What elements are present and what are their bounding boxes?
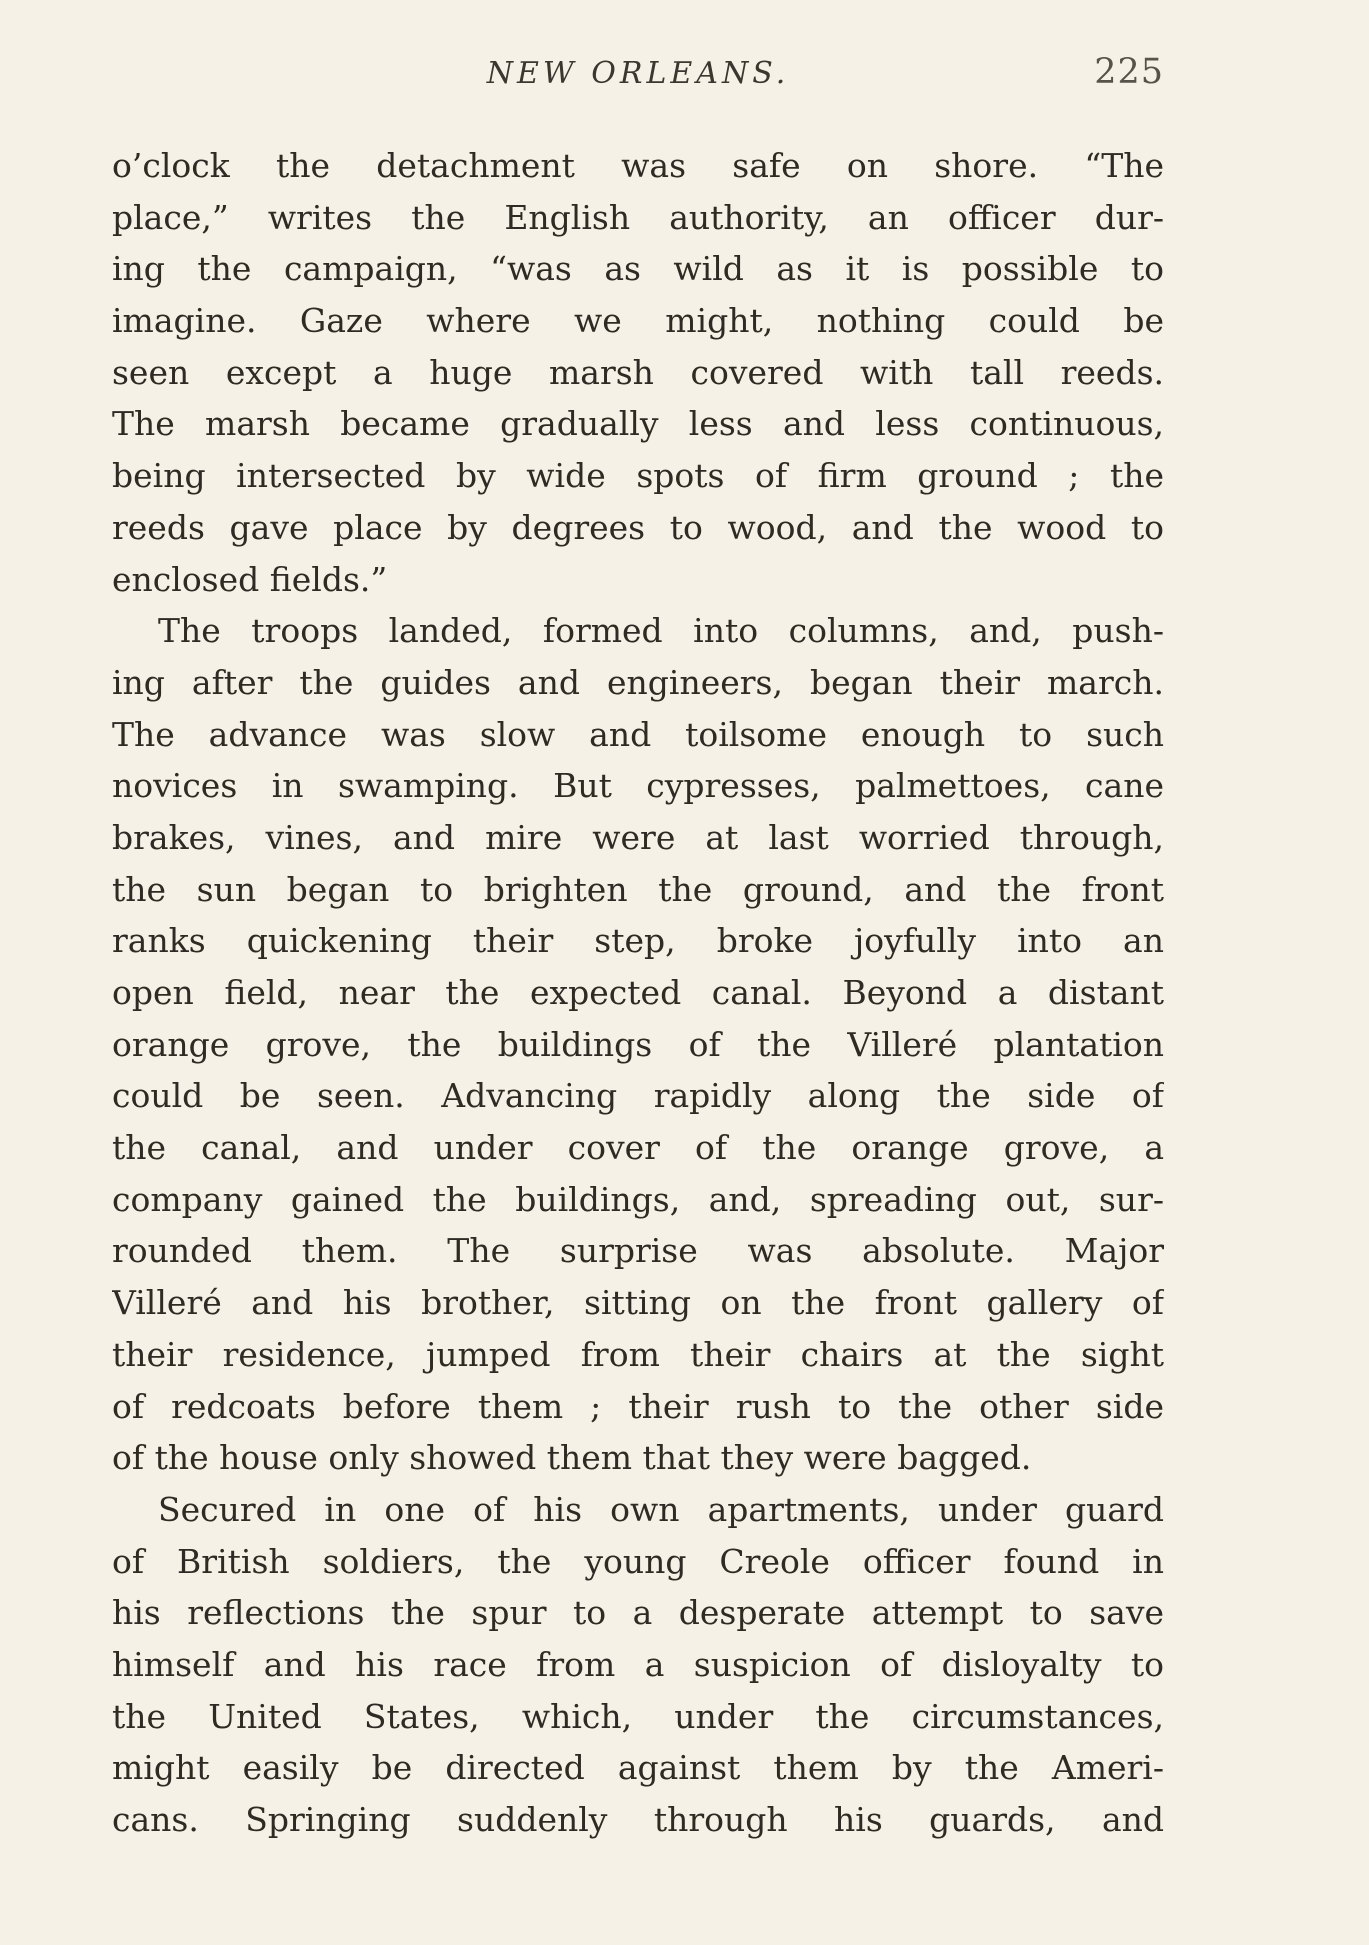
text-line: The advance was slow and toilsome enough to such — [112, 714, 1164, 754]
text-line: of the house only showed them that they were bagged. — [112, 1438, 1032, 1478]
page-number: 225 — [1094, 52, 1164, 92]
text-line: enclosed fields.” — [112, 559, 388, 599]
text-line: could be seen. Advancing rapidly along the side of — [112, 1076, 1164, 1116]
text-line: The marsh became gradually less and less continuous, — [112, 404, 1164, 444]
text-line: the canal, and under cover of the orange grove, a — [112, 1128, 1164, 1168]
text-line: the United States, which, under the circumstances, — [112, 1696, 1164, 1736]
text-line: Villeré and his brother, sitting on the front gallery of — [112, 1283, 1164, 1323]
text-line: imagine. Gaze where we might, nothing could be — [112, 301, 1164, 341]
paragraph — [112, 605, 1164, 1484]
text-line: cans. Springing suddenly through his guards, and — [112, 1800, 1164, 1839]
text-line: orange grove, the buildings of the Villeré plantation — [112, 1024, 1164, 1064]
text-line: company gained the buildings, and, spreading out, sur- — [112, 1179, 1164, 1219]
paragraph — [112, 1484, 1164, 1846]
text-line: The troops landed, formed into columns, and, push- — [158, 611, 1164, 651]
text-line: their residence, jumped from their chairs at the sight — [112, 1334, 1164, 1374]
text-line: of redcoats before them ; their rush to the other side — [112, 1386, 1164, 1426]
text-line: o’clock the detachment was safe on shore. “The — [112, 146, 1164, 185]
text-line: the sun began to brighten the ground, and the front — [112, 869, 1164, 909]
body-text — [112, 140, 1164, 1846]
text-line: ing after the guides and engineers, began their march. — [112, 662, 1164, 702]
text-line: his reflections the spur to a desperate attempt to save — [112, 1593, 1164, 1633]
text-line: reeds gave place by degrees to wood, and the wood to — [112, 507, 1164, 547]
text-line: brakes, vines, and mire were at last worried through, — [112, 817, 1164, 857]
text-line: open field, near the expected canal. Beyond a distant — [112, 973, 1164, 1012]
text-line: himself and his race from a suspicion of disloyalty to — [112, 1644, 1164, 1684]
running-title: NEW ORLEANS. — [486, 56, 790, 91]
text-line: Secured in one of his own apartments, under guard — [158, 1489, 1164, 1529]
text-line: ing the campaign, “was as wild as it is possible to — [112, 249, 1164, 289]
text-line: might easily be directed against them by the Ameri- — [112, 1748, 1164, 1788]
paragraph — [112, 140, 1164, 605]
text-line: rounded them. The surprise was absolute. Major — [112, 1231, 1164, 1271]
text-line: seen except a huge marsh covered with tall reeds. — [112, 352, 1164, 392]
text-line: ranks quickening their step, broke joyfully into an — [112, 921, 1164, 961]
text-line: novices in swamping. But cypresses, palmettoes, cane — [112, 766, 1164, 806]
running-head — [112, 52, 1164, 100]
text-line: place,” writes the English authority, an officer dur- — [112, 197, 1164, 237]
text-line: of British soldiers, the young Creole officer found in — [112, 1541, 1164, 1581]
text-line: being intersected by wide spots of firm ground ; the — [112, 456, 1164, 496]
